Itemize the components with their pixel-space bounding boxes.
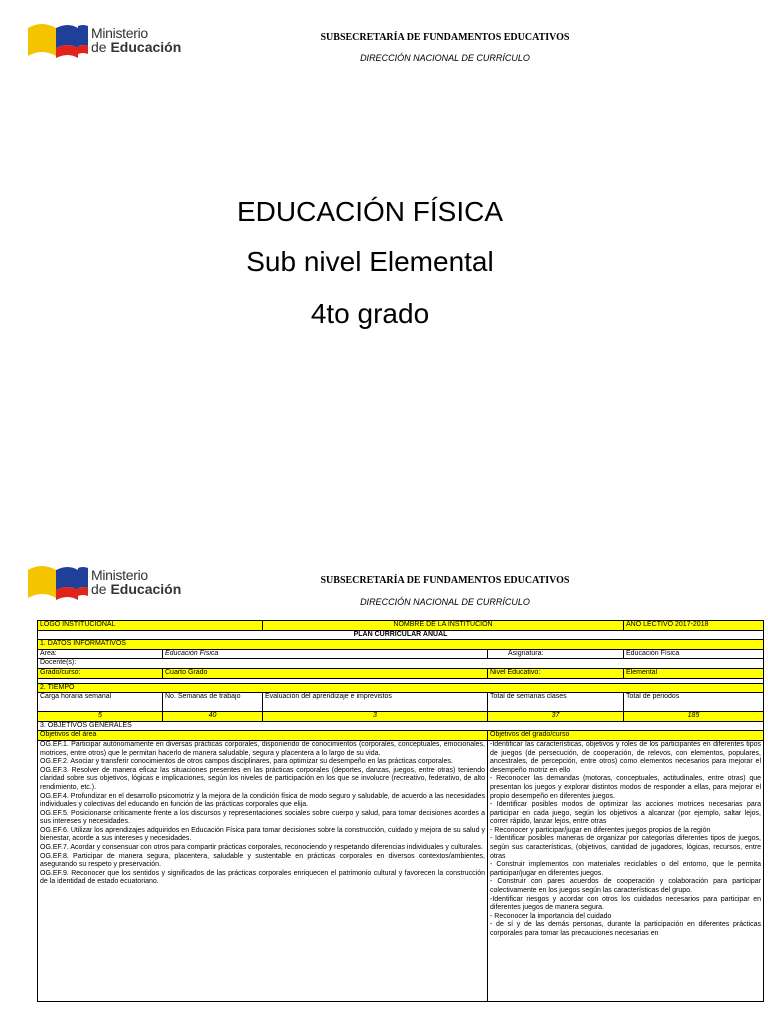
obj-area-cell <box>38 740 488 1001</box>
obj-grado-item: -Identificar riesgos y acordar con otros los cuidados necesarios para participar en diferentes juegos de manera segura. <box>490 895 761 912</box>
ministry-logo-2 <box>28 560 198 606</box>
ecuador-flag-logo-icon <box>28 18 88 64</box>
logo-text-educacion: Educación <box>110 581 182 597</box>
institution-name-cell: NOMBRE DE LA INSTITUCIÓN <box>263 621 624 631</box>
total-periodos-value: 185 <box>624 712 764 722</box>
evaluacion-label: Evaluación del aprendizaje e imprevistos <box>263 693 488 712</box>
grado-value: Cuarto Grado <box>163 668 488 678</box>
obj-grado-item: - Construir implementos con materiales reciclables o del entorno, que le permita participar/jugar en diferentes juegos. <box>490 861 761 877</box>
obj-grado-item: - de sí y de las demás personas, durante la participación en diferentes prácticas corporales para tomar las precauciones necesarias en <box>490 921 761 937</box>
total-semanas-label: Total de semanas clases <box>488 693 624 712</box>
nivel-value: Elemental <box>624 668 764 678</box>
school-year-cell: AÑO LECTIVO 2017-2018 <box>624 621 764 631</box>
total-semanas-value: 37 <box>488 712 624 722</box>
obj-grado-cell <box>488 740 764 1001</box>
obj-grado-header: Objetivos del grado/curso <box>488 731 764 741</box>
logo-text-ministerio: Ministerio <box>91 25 148 41</box>
plan-title-cell: PLAN CURRICULAR ANUAL <box>38 630 764 640</box>
obj-area-item: OG.EF.4. Profundizar en el desarrollo psicomotriz y la mejora de la condición física de modo seguro y saludable, de acuerdo a las necesidades individuales y colectivas del educando en función de las prácticas corporales que elija. <box>40 792 485 809</box>
subsecretaria-heading: SUBSECRETARÍA DE FUNDAMENTOS EDUCATIVOS <box>320 575 570 586</box>
asignatura-label: Asignatura: <box>488 649 624 659</box>
obj-grado-item: - Reconocer las demandas (motoras, conceptuales, actitudinales, entre otras) que presentan los juegos y explorar distintos modos de responder a ellas, para mejorar el propio desempeño en diferentes juegos. <box>490 775 761 800</box>
area-label: Área: <box>38 649 163 659</box>
plan-curricular-table <box>37 620 764 1002</box>
obj-area-item: OG.EF.9. Reconocer que los sentidos y significados de las prácticas corporales enriquecen el patrimonio cultural y favorecen la construcción de la identidad de estado ecuatoriano. <box>40 869 485 886</box>
ecuador-flag-logo-icon <box>28 560 88 606</box>
grado-label: Grado/curso: <box>38 668 163 678</box>
logo-text-de: de <box>91 39 107 55</box>
plan-page <box>0 548 768 1024</box>
obj-grado-item: - Construir con pares acuerdos de cooperación y colaboración para participar colectivamente en los juegos según las características del grupo. <box>490 878 761 895</box>
nivel-label: Nivel Educativo: <box>488 668 624 678</box>
obj-area-item: OG.EF.5. Posicionarse críticamente frente a los discursos y representaciones sociales sobre cuerpo y salud, para tomar decisiones acordes a sus intereses y necesidades. <box>40 809 485 826</box>
obj-grado-item: - Reconocer la importancia del cuidado <box>490 912 612 920</box>
logo-text-de: de <box>91 581 107 597</box>
obj-grado-item: - Identificar posibles modos de optimizar las acciones motrices necesarias para participar en cada juego, según los objetivos a alcanzar (por ejemplo, saltar lejos, correr rápido, lanzar lejos, entre otras <box>490 801 761 826</box>
grade-title: 4to grado <box>310 298 430 329</box>
ministry-logo <box>28 18 198 64</box>
section-tiempo: 2. TIEMPO <box>38 683 764 693</box>
direccion-heading: DIRECCIÓN NACIONAL DE CURRÍCULO <box>360 597 530 607</box>
obj-area-item: OG.EF.2. Asociar y transferir conocimientos de otros campos disciplinares, para optimizar su desempeño en las prácticas corporales. <box>40 758 453 766</box>
obj-grado-item: -Identificar las características, objetivos y roles de los participantes en diferentes tipos de juegos (de persecución, de cooperación, de relevos, con elementos, populares, ancestrales, de percepción, entre otros) como elementos necesarios para mejorar el desempeño motriz en ello <box>490 740 761 774</box>
section-objetivos: 3. OBJETIVOS GENERALES <box>38 721 764 731</box>
obj-grado-item: - Identificar posibles maneras de organizar por categorías diferentes tipos de juegos, según sus características, (objetivos, cantidad de jugadores, lógicas, recursos, entre otras <box>490 835 761 860</box>
obj-area-item: OG.EF.6. Utilizar los aprendizajes adquiridos en Educación Física para tomar decisiones sobre la construcción, cuidado y mejora de su salud y bienestar, acorde a sus intereses y necesidades. <box>40 826 485 843</box>
obj-area-item: OG.EF.8. Participar de manera segura, placentera, saludable y sustentable en prácticas corporales en diversos contextos/ambientes, asegurando su respeto y preservación. <box>40 852 485 869</box>
logo-text-educacion: Educación <box>110 39 182 55</box>
obj-area-item: OG.EF.1. Participar autónomamente en diversas prácticas corporales, disponiendo de conocimientos (corporales, conceptuales, emocionales, motrices, entre otros) que le permitan hacerlo de manera saludable, segura y placentera a lo largo de su vida. <box>40 740 485 757</box>
level-title: Sub nivel Elemental <box>246 246 494 277</box>
obj-area-item: OG.EF.7. Acordar y consensuar con otros para compartir prácticas corporales, reconociendo y respetando diferencias individuales y culturales. <box>40 844 483 852</box>
obj-area-item: OG.EF.3. Resolver de manera eficaz las situaciones presentes en las prácticas corporales (deportes, danzas, juegos, entre otras) teniendo claridad sobre sus objetivos, lógicas e implicaciones, según los niveles de participación en los que se involucre (recreativo, federativo, de alto rendimiento, etc.). <box>40 766 485 791</box>
section-datos-informativos: 1. DATOS INFORMATIVOS <box>38 640 764 650</box>
carga-label: Carga horaria semanal <box>38 693 163 712</box>
docentes-label: Docente(s): <box>38 659 764 669</box>
direccion-heading: DIRECCIÓN NACIONAL DE CURRÍCULO <box>360 53 530 63</box>
asignatura-value: Educación Física <box>624 649 764 659</box>
subsecretaria-heading: SUBSECRETARÍA DE FUNDAMENTOS EDUCATIVOS <box>320 32 570 43</box>
obj-area-header: Objetivos del área <box>38 731 488 741</box>
logo-text-ministerio: Ministerio <box>91 567 148 583</box>
logo-institucional-cell: LOGO INSTITUCIONAL <box>38 621 263 631</box>
total-periodos-label: Total de periodos <box>624 693 764 712</box>
semanas-value: 40 <box>163 712 263 722</box>
evaluacion-value: 3 <box>263 712 488 722</box>
subject-title: EDUCACIÓN FÍSICA <box>236 196 504 227</box>
semanas-label: No. Semanas de trabajo <box>163 693 263 712</box>
area-value: Educación Física <box>163 649 488 659</box>
carga-value: 5 <box>38 712 163 722</box>
obj-grado-item: - Reconocer y participar/jugar en diferentes juegos propios de la región <box>490 826 711 834</box>
